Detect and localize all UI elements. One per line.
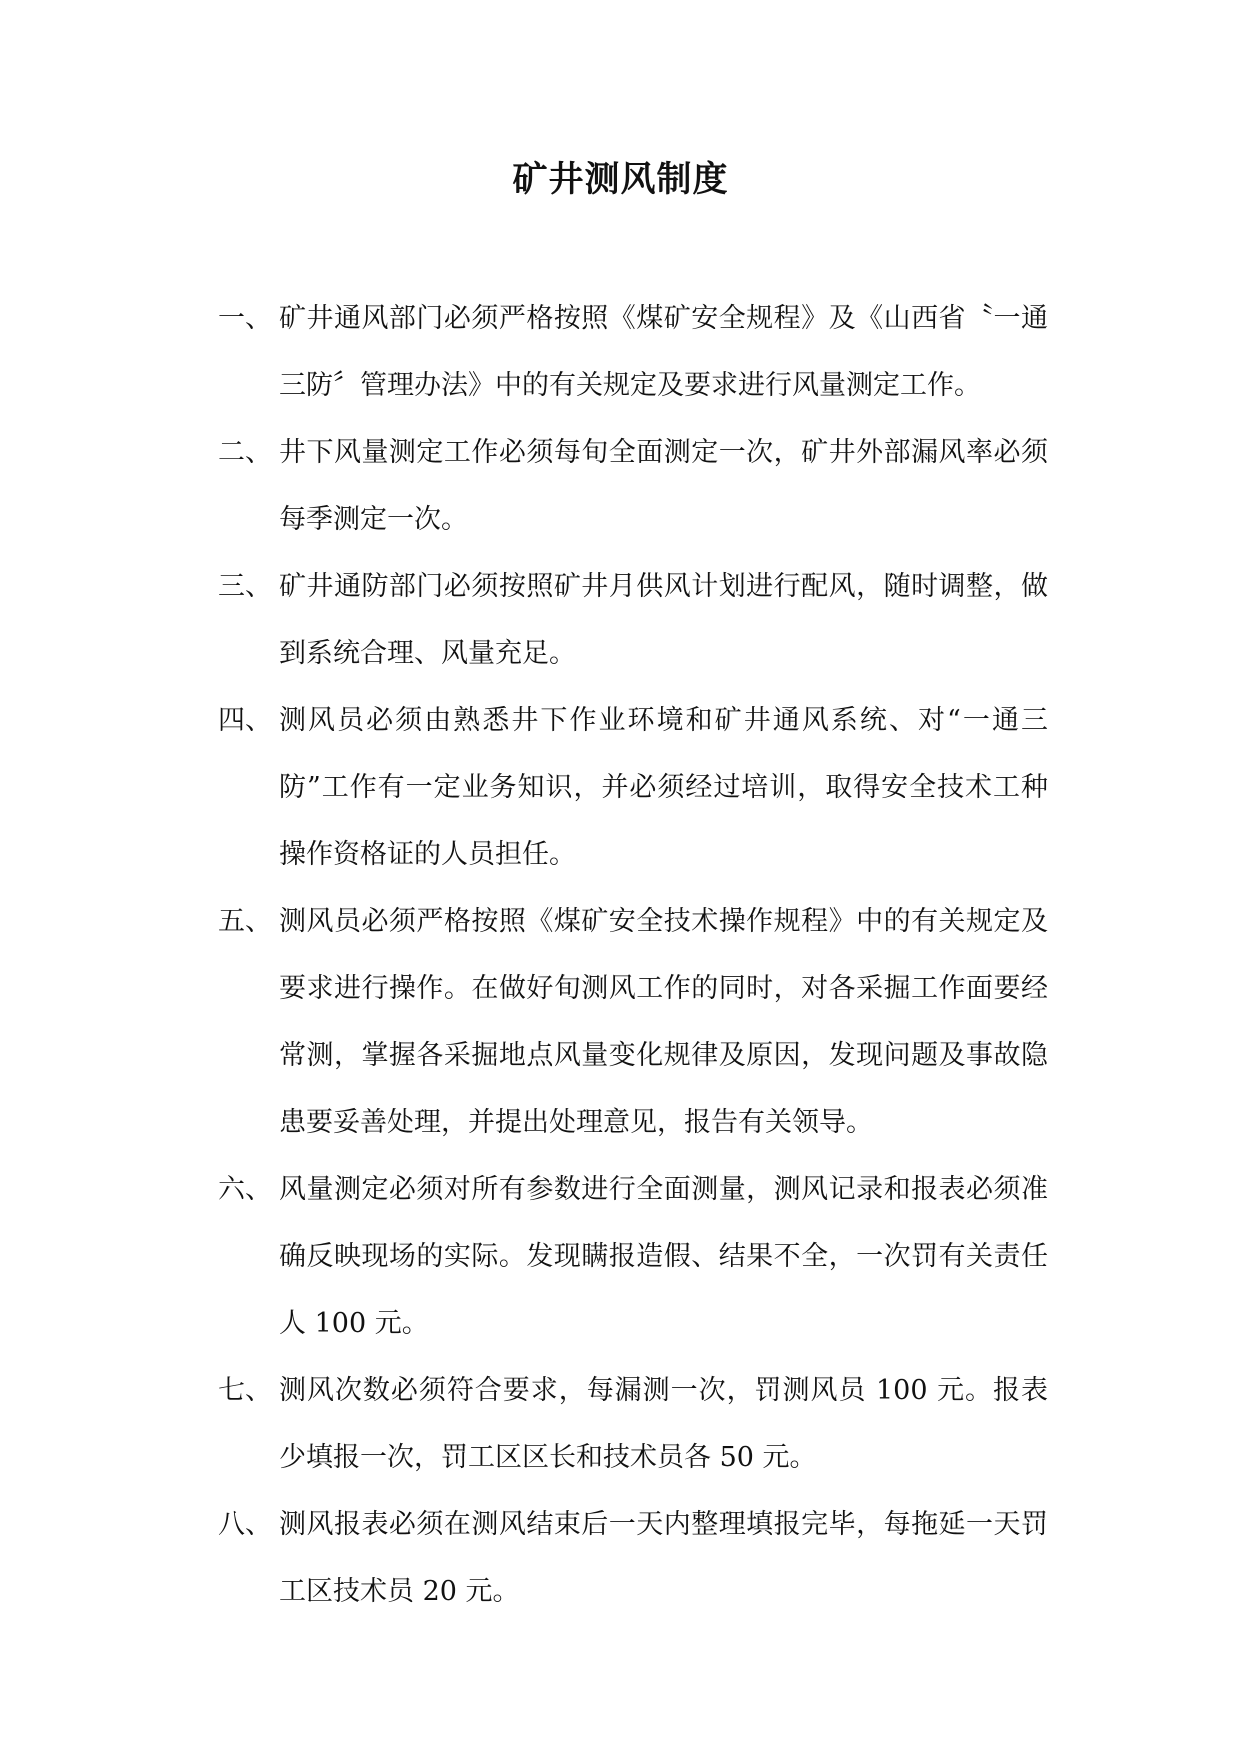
clause-text: 测风次数必须符合要求，每漏测一次，罚测风员 100 元。报表少填报一次，罚工区区长和技术员各 50 元。 [279, 1375, 1048, 1473]
clause-text: 矿井通防部门必须按照矿井月供风计划进行配风，随时调整，做到系统合理、风量充足。 [279, 571, 1048, 669]
clause-item [218, 419, 1048, 553]
clause-item [218, 553, 1048, 687]
clause-number: 三、 [218, 571, 272, 602]
clause-item [218, 285, 1048, 419]
clause-text: 风量测定必须对所有参数进行全面测量，测风记录和报表必须准确反映现场的实际。发现瞒报造假、结果不全，一次罚有关责任人 100 元。 [279, 1174, 1048, 1339]
clause-text: 测风员必须由熟悉井下作业环境和矿井通风系统、对“一通三防”工作有一定业务知识，并必须经过培训，取得安全技术工种操作资格证的人员担任。 [279, 705, 1048, 870]
clause-item [218, 687, 1048, 888]
clause-text: 测风报表必须在测风结束后一天内整理填报完毕，每拖延一天罚工区技术员 20 元。 [279, 1509, 1048, 1607]
clause-number: 七、 [218, 1375, 272, 1406]
document-title: 矿井测风制度 [512, 160, 729, 200]
clause-text: 井下风量测定工作必须每旬全面测定一次，矿井外部漏风率必须每季测定一次。 [279, 437, 1048, 535]
clause-number: 一、 [218, 303, 272, 334]
clause-item [218, 888, 1048, 1156]
clause-text: 矿井通风部门必须严格按照《煤矿安全规程》及《山西省〝一通三防〞管理办法》中的有关规定及要求进行风量测定工作。 [279, 303, 1048, 401]
clause-text: 测风员必须严格按照《煤矿安全技术操作规程》中的有关规定及要求进行操作。在做好旬测风工作的同时，对各采掘工作面要经常测，掌握各采掘地点风量变化规律及原因，发现问题及事故隐患要妥善处理，并提出处理意见，报告有关领导。 [279, 906, 1048, 1138]
clause-number: 二、 [218, 437, 272, 468]
clause-number: 四、 [218, 705, 272, 736]
clause-number: 五、 [218, 906, 272, 937]
clause-item [218, 1156, 1048, 1357]
clause-item [218, 1491, 1048, 1625]
clause-number: 八、 [218, 1509, 272, 1540]
clause-number: 六、 [218, 1174, 272, 1205]
clause-item [218, 1357, 1048, 1491]
clause-list [218, 285, 1048, 1625]
